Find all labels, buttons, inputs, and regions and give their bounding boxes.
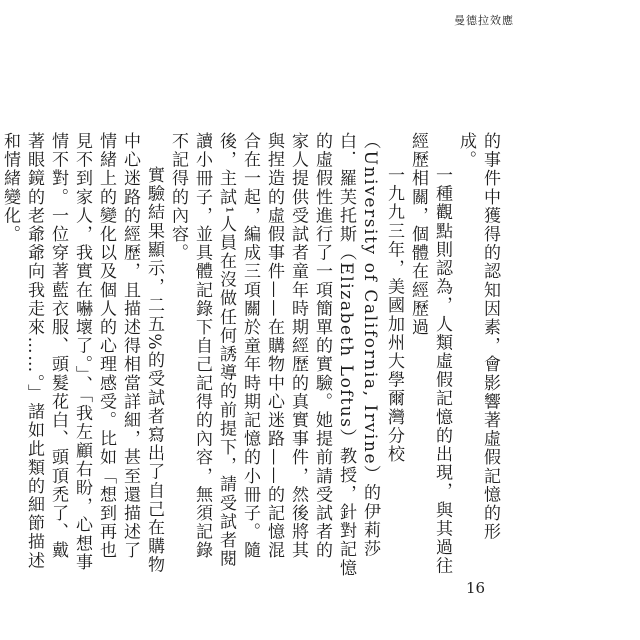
- running-header: 曼德拉效應: [454, 14, 514, 27]
- page-number: 16: [466, 579, 486, 597]
- paragraph-continuation: 的事件中獲得的認知因素，會影響著虛假記憶的形成。: [456, 132, 500, 542]
- paragraph: 實驗結果顯示，二五%的受試者寫出了自己在購物中心迷路的經歷，且描述得相當詳細，甚至還描述了情緒上的變化以及個人的心理感受。比如「想到再也見不到家人，我實在嚇壞了。」、「我左顧右盼，心想事情不對。一位穿著藍衣服、頭髮花白、頭頂禿了、戴著眼鏡的老爺爺向我走來……。」諸如此類的細節描述和情緒變化。: [0, 132, 164, 575]
- paragraph: 一九九三年，美國加州大學爾灣分校（University of California, Irvine）的伊莉莎白．羅芙托斯（Elizabeth Loftus）教授，針對記憶的虛假性進行了一項簡單的實驗。她提前請受試者的家人提供受試者童年時期經歷的真實事件，然後將其與捏造的虛假事件——在購物中心迷路——的記憶混合在一起，編成三項關於童年時期記憶的小冊子。隨後，主試¹人員在沒做任何誘導的前提下，請受試者閱讀小冊子，並具體記錄下自己記得的內容，無須記錄不記得的內容。: [168, 132, 404, 578]
- paragraph: 一種觀點則認為，人類虛假記憶的出現，與其過往經歷相關，個體在經歷過: [408, 132, 452, 576]
- body-text: [0, 132, 502, 578]
